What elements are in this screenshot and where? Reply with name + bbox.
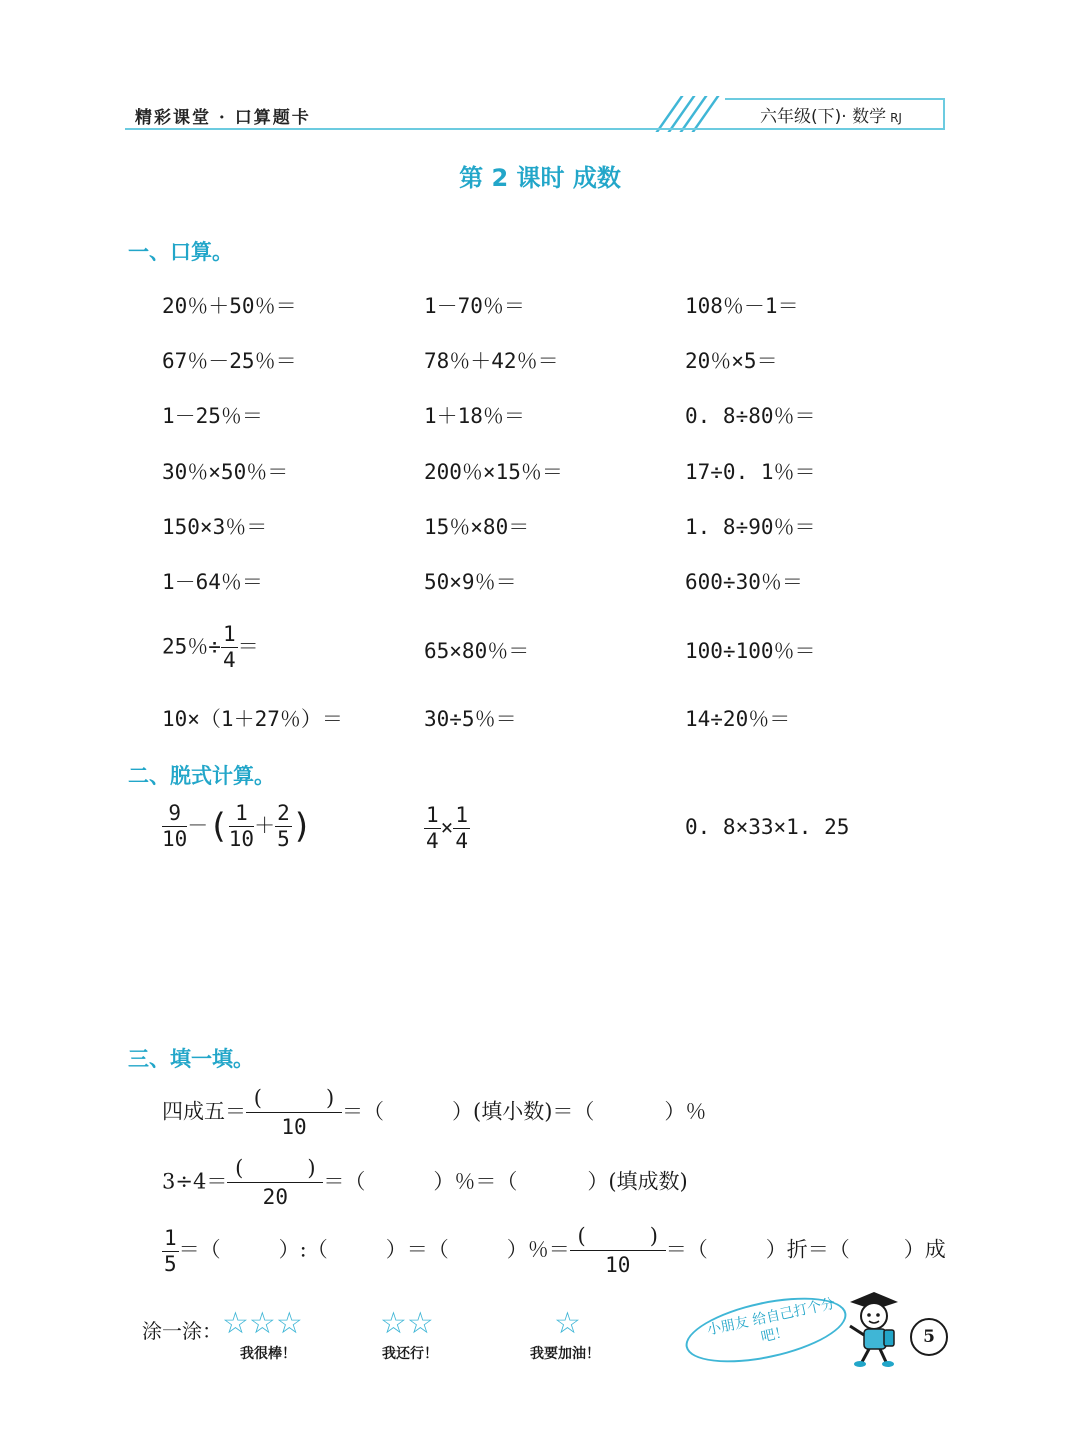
fraction <box>424 805 441 852</box>
step-calc-problem-1 <box>162 803 312 850</box>
denominator: 5 <box>164 1251 177 1276</box>
math-problem: 600÷30％＝ <box>685 570 803 594</box>
star-icon[interactable]: ☆ <box>406 1306 434 1341</box>
math-problem: 20％×5＝ <box>685 349 778 373</box>
section-heading-mental-math: 一、口算。 <box>128 240 233 264</box>
math-problem: 20％＋50％＝ <box>162 294 297 318</box>
fill-text: ）(填小数)＝（ <box>452 1099 595 1124</box>
section-heading-fill-in: 三、填一填。 <box>128 1047 254 1071</box>
star-icon[interactable]: ☆ <box>222 1306 249 1341</box>
header-left-title: 精彩课堂 · 口算题卡 <box>135 108 311 128</box>
operator: － <box>187 813 209 838</box>
fraction <box>229 803 254 850</box>
fraction <box>453 805 470 852</box>
paren: ( <box>253 1086 262 1110</box>
star-icon[interactable]: ☆ <box>275 1306 303 1341</box>
math-problem: 1－25％＝ <box>162 404 263 428</box>
rating-stars-one[interactable] <box>554 1306 581 1341</box>
denominator: 5 <box>277 827 290 851</box>
paren-close: ) <box>291 806 313 847</box>
math-problem: 30÷5％＝ <box>424 707 517 731</box>
blank-numerator <box>246 1088 342 1113</box>
operator: ＋ <box>254 813 276 838</box>
math-problem: 15％×80＝ <box>424 515 530 539</box>
fill-in-line-2 <box>162 1158 688 1208</box>
blank-fraction <box>227 1158 323 1208</box>
math-problem: 10×（1＋27％）＝ <box>162 707 343 731</box>
paren: ) <box>649 1224 658 1248</box>
denominator: 10 <box>228 827 255 851</box>
fill-lead: 3÷4＝ <box>162 1169 228 1194</box>
header-rule <box>125 128 945 130</box>
frac-prefix: 25％÷ <box>162 634 221 659</box>
math-problem: 150×3％＝ <box>162 515 268 539</box>
paren: ) <box>307 1156 316 1180</box>
header-decoration-stripe <box>691 96 719 132</box>
fill-text: ）折＝（ <box>765 1237 850 1262</box>
fraction <box>162 803 187 850</box>
fill-text: ）％ <box>664 1099 707 1124</box>
blank-numerator <box>570 1226 666 1251</box>
paren: ) <box>326 1086 335 1110</box>
math-problem: 14÷20％＝ <box>685 707 791 731</box>
rating-stars-three[interactable] <box>222 1306 303 1341</box>
numerator: 1 <box>222 622 236 646</box>
operator: × <box>440 815 454 840</box>
math-problem: 30％×50％＝ <box>162 460 289 484</box>
denominator: 4 <box>222 648 236 672</box>
math-problem-fraction <box>162 624 259 671</box>
fill-text: ）:（ <box>278 1237 328 1262</box>
step-calc-problem-2 <box>424 805 470 852</box>
blank-fraction <box>246 1088 342 1138</box>
rating-caption: 我要加油！ <box>530 1346 600 1362</box>
star-icon[interactable]: ☆ <box>380 1306 407 1341</box>
numerator: 1 <box>426 803 439 827</box>
fill-text: ）＝（ <box>385 1237 449 1262</box>
denominator: 20 <box>262 1185 288 1209</box>
fill-text: ）％＝ <box>506 1237 570 1262</box>
fill-text: ＝（ <box>665 1237 708 1262</box>
header-subject-text: 六年级(下)· 数学 <box>760 107 887 127</box>
paren: ( <box>577 1224 586 1248</box>
blank-numerator <box>227 1158 323 1183</box>
fill-text: ）％＝（ <box>433 1169 518 1194</box>
rating-caption: 我还行！ <box>382 1346 438 1362</box>
frac-suffix: ＝ <box>237 634 259 659</box>
section-heading-step-calc: 二、脱式计算。 <box>128 764 275 788</box>
math-problem: 65×80％＝ <box>424 639 530 663</box>
header-edition: RJ <box>890 111 902 125</box>
fill-in-line-1 <box>162 1088 706 1138</box>
numerator: 1 <box>455 803 468 827</box>
math-problem: 0. 8÷80％＝ <box>685 404 816 428</box>
paren: ( <box>235 1156 244 1180</box>
math-problem: 108％－1＝ <box>685 294 799 318</box>
fraction <box>221 624 238 671</box>
math-problem: 1－70％＝ <box>424 294 525 318</box>
paren-open: ( <box>208 806 229 847</box>
math-problem: 100÷100％＝ <box>685 639 816 663</box>
math-problem: 50×9％＝ <box>424 570 517 594</box>
fill-text: ）(填成数) <box>587 1169 688 1194</box>
math-problem: 1. 8÷90％＝ <box>685 515 816 539</box>
star-icon[interactable]: ☆ <box>554 1306 581 1341</box>
math-problem: 67％－25％＝ <box>162 349 297 373</box>
speech-bubble-text: 小朋友 给自己打个分吧！ <box>705 1295 837 1346</box>
star-icon[interactable]: ☆ <box>248 1306 276 1341</box>
fraction <box>162 1225 179 1276</box>
denominator: 10 <box>162 827 188 851</box>
math-problem: 1＋18％＝ <box>424 404 525 428</box>
math-problem: 17÷0. 1％＝ <box>685 460 816 484</box>
numerator: 1 <box>164 1225 177 1250</box>
page-number: 5 <box>910 1318 948 1356</box>
math-problem: 200％×15％＝ <box>424 460 563 484</box>
denominator: 4 <box>426 829 439 853</box>
fill-in-line-3 <box>162 1226 946 1276</box>
rating-stars-two[interactable] <box>380 1306 434 1341</box>
header-right-subject <box>760 102 902 127</box>
student-mascot-icon <box>840 1290 904 1368</box>
blank-fraction <box>570 1226 666 1276</box>
fill-text: ＝（ <box>178 1237 221 1262</box>
fill-lead: 四成五＝ <box>162 1099 246 1124</box>
numerator: 9 <box>162 803 187 827</box>
denominator: 10 <box>605 1253 631 1277</box>
math-problem: 78％＋42％＝ <box>424 349 559 373</box>
denominator: 10 <box>281 1115 307 1139</box>
fill-text: ＝（ <box>342 1099 384 1124</box>
math-problem: 1－64％＝ <box>162 570 263 594</box>
numerator: 2 <box>277 801 290 825</box>
fraction <box>275 803 292 850</box>
numerator: 1 <box>229 803 254 827</box>
lesson-title: 第 2 课时 成数 <box>459 164 621 192</box>
self-rating-label: 涂一涂： <box>142 1319 222 1343</box>
fill-text: ＝（ <box>323 1169 366 1194</box>
denominator: 4 <box>455 829 468 853</box>
fill-text: ）成 <box>903 1237 946 1262</box>
rating-caption: 我很棒！ <box>240 1346 296 1362</box>
step-calc-problem-3: 0. 8×33×1. 25 <box>685 815 850 839</box>
